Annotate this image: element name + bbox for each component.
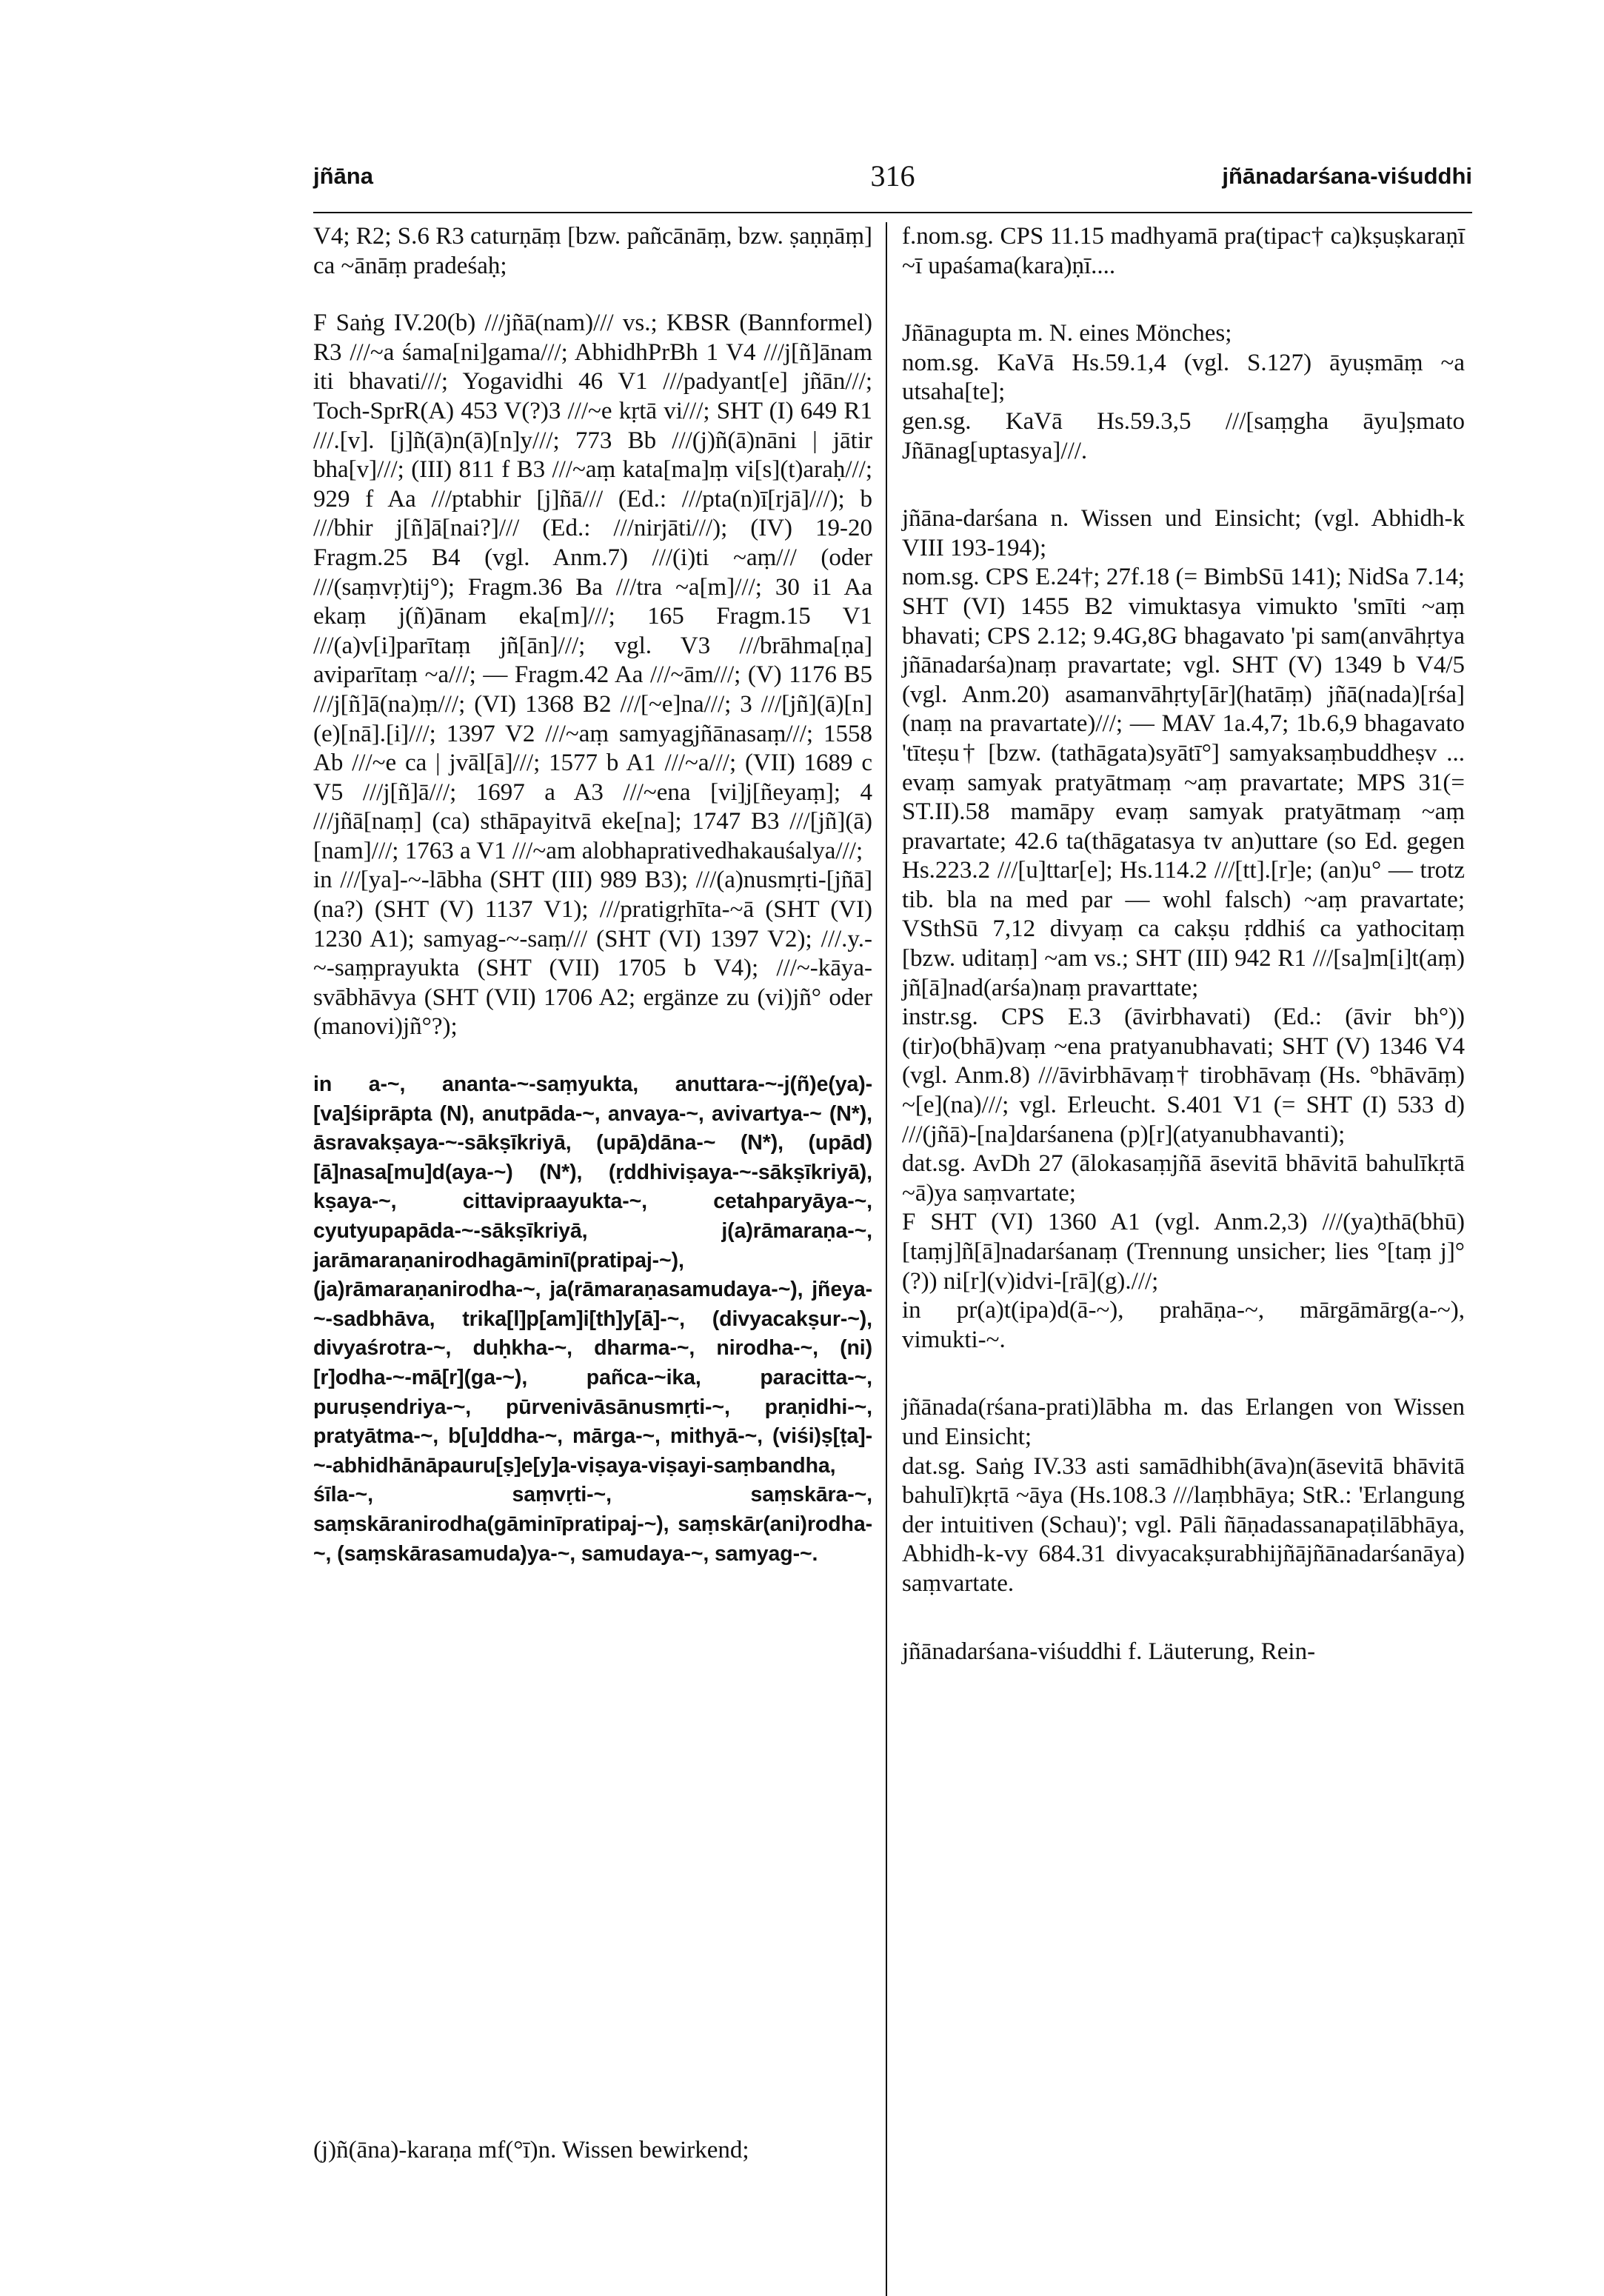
entry-instr-sg: instr.sg. CPS E.3 (āvirbhavati) (Ed.: (āvir bh°)) (tir)o(bhā)vaṃ ~ena pratyanubhavati; SHT (V) 1346 V4 (vgl. Anm.8) ///āvirbhāvaṃ† tirobhāvaṃ (Hs. °bhāvāṃ) ~[e](na)///; vgl. Erleucht. S.401 V1 (= SHT (I) 533 d) ///(jñā)-[na]darśanena (p)[r](atyanubhavanti); — [902, 1004, 1465, 1148]
compound-list: in a-~, ananta-~-saṃyukta, anuttara-~-j(ñ)e(ya)-[va]śiprāpta (N), anutpāda-~, anvaya-~, avivartya-~ (N*), āsravakṣaya-~-sākṣīkriyā, (upā)dāna-~ (N*), (upād)[ā]nasa[mu]d(aya-~) (N*), (ṛddhiviṣaya-~-sākṣīkriyā), kṣaya-~, cittavipraayukta-~, cetahparyāya-~, cyutyupapāda-~-sākṣīkriyā, j(a)rāmaraṇa-~, jarāmaraṇanirodhagāminī(pratipaj-~), (ja)rāmaraṇanirodha-~, ja(rāmaraṇasamudaya-~), jñeya-~-sadbhāva, trika[l]p[am]i[th]y[ā]-~, (divyacakṣur-~), divyaśrotra-~, duḥkha-~, dharma-~, nirodha-~, (ni)[r]odha-~-mā[r](ga-~), pañca-~ika, paracitta-~, puruṣendriya-~, pūrvenivāsānusmṛti-~, praṇidhi-~, pratyātma-~, b[u]ddha-~, mārga-~, mithyā-~, (viśi)ṣ[ṭa]-~-abhidhānāpauru[ṣ]e[y]a-viṣaya-viṣayi-saṃbandha, śīla-~, saṃvṛti-~, saṃskāra-~, saṃskāranirodha(gāminīpratipaj-~), saṃskār(ani)rodha-~, (saṃskārasamuda)ya-~, samudaya-~, samyag-~. — [313, 1072, 872, 1566]
page-header — [313, 159, 1472, 207]
headword-jnanagupta: Jñānagupta m. N. eines Mönches; — [902, 320, 1232, 347]
headword-jnana-karana: (j)ñ(āna)-karaṇa mf(°ī)n. Wissen bewirkend; — [313, 2137, 749, 2163]
entry-nom-sg: f.nom.sg. CPS 11.15 madhyamā pra(tipac† ca)kṣuṣkaraṇī ~ī upaśama(kara)ṇī.... — [902, 223, 1465, 279]
right-column — [902, 222, 1465, 1666]
left-column — [313, 222, 872, 1569]
page-number: 316 — [870, 159, 915, 193]
entry-nom-sg: nom.sg. CPS E.24†; 27f.18 (= BimbSū 141); NidSa 7.14; SHT (VI) 1455 B2 vimuktasya vimukto 'smīti ~aṃ bhavati; CPS 2.12; 9.4G,8G bhagavato 'pi sam(anvāhṛtya jñānadarśa)naṃ pravartate; vgl. SHT (V) 1349 b V4/5 (vgl. Anm.20) asamanvāhṛty[ār](hatāṃ) jñā(nada)[rśa](naṃ na pravartate)///; — MAV 1a.4,7; 1b.6,9 bhagavato 'tīteṣu† [bzw. (tathāgata)syātī°] samyaksaṃbuddheṣv ... evaṃ samyak pratyātmaṃ ~aṃ pravartate; MPS 31(= ST.II).58 mamāpy evaṃ samyak pratyātmaṃ ~aṃ pravartate; 42.6 ta(thāgatasya tv an)uttare (so Ed. gegen Hs.223.2 ///[u]ttar[e]; Hs.114.2 ///[tt].[r]e; (an)u° — trotz tib. bla na med par — wohl falsch) ~aṃ pravartate; VSthSū 7,12 divyaṃ ca cakṣu ṛddhiś ca yathocitaṃ [bzw. uditaṃ] ~am vs.; SHT (III) 942 R1 ///[sa]m[i]t(aṃ) jñ[ā]nad(arśa)naṃ pravarttate; — [902, 564, 1465, 1001]
compound-references: in ///[ya]-~-lābha (SHT (III) 989 B3); ///(a)nusmṛti-[jñā](na?) (SHT (V) 1137 V1); ///pratigṛhīta-~ā (SHT (VI) 1230 A1); samyag-~-saṃ/// (SHT (VI) 1397 V2); ///.y.-~-saṃprayukta (SHT (VII) 1705 b V4); ///~-kāya-svābhāvya (SHT (VII) 1706 A2; ergänze zu (vi)jñ° oder (manovi)jñ°?); — [313, 867, 872, 1041]
column-divider — [886, 222, 887, 2296]
entry-gen-sg: gen.sg. KaVā Hs.59.3,5 ///[saṃgha āyu]ṣmato Jñānag[uptasya]///. — [902, 407, 1465, 464]
header-rule — [313, 212, 1472, 213]
entry-fragment: F SHT (VI) 1360 A1 (vgl. Anm.2,3) ///(ya)thā(bhū)[taṃj]ñ[ā]nadarśanaṃ (Trennung unsicher; lies °[taṃ j]°(?)) ni[r](v)idvi-[rā](g).///; — [902, 1209, 1465, 1295]
headword-jnana-darsana: jñāna-darśana n. Wissen und Einsicht; (vgl. Abhidh-k VIII 193-194); — [902, 505, 1465, 561]
compound-list: in pr(a)t(ipa)d(ā-~), prahāṇa-~, mārgāmārg(a-~), vimukti-~. — [902, 1297, 1465, 1353]
headword-jnanadarsana-pratilabha: jñānada(rśana-prati)lābha m. das Erlangen von Wissen und Einsicht; — [902, 1394, 1465, 1450]
fragment-references: F Saṅg IV.20(b) ///jñā(nam)/// vs.; KBSR (Bannformel) R3 ///~a śama[ni]gama///; AbhidhPrBh 1 V4 ///j[ñ]ānam iti bhavati///; Yogavidhi 46 V1 ///padyant[e] jñān///; Toch-SprR(A) 453 V(?)3 ///~e kṛtā vi///; SHT (I) 649 R1 ///.[v]. [j]ñ(ā)n(ā)[n]y///; 773 Bb ///(j)ñ(ā)nāni | jātir bha[v]///; (III) 811 f B3 ///~aṃ kata[ma]ṃ vi[s](t)araḥ///; 929 f Aa ///ptabhir [j]ñā/// (Ed.: ///pta(n)ī[rjā]///); b ///bhir j[ñ]ā[nai?]/// (Ed.: ///nirjāti///); (IV) 19-20 Fragm.25 B4 (vgl. Anm.7) ///(i)ti ~aṃ/// (oder ///(saṃvṛ)tij°); Fragm.36 Ba ///tra ~a[m]///; 30 i1 Aa ekaṃ j(ñ)ānam eka[m]///; 165 Fragm.15 V1 ///(a)v[i]parītaṃ jñ[ān]///; vgl. V3 ///brāhma[ṇa] aviparītaṃ ~a///; — Fragm.42 Aa ///~ām///; (V) 1176 B5 ///j[ñ]ā(na)ṃ///; (VI) 1368 B2 ///[~e]na///; 3 ///[jñ](ā)[n](e)[nā].[i]///; 1397 V2 ///~aṃ samyagjñānasaṃ///; 1558 Ab ///~e ca | jvāl[ā]///; 1577 b A1 ///~a///; (VII) 1689 c V5 ///j[ñ]ā///; 1697 a A3 ///~ena [vi]j[ñeyaṃ]; 4 ///jñā[naṃ] (ca) sthāpayitvā eke[na]; 1747 B3 ///[jñ](ā)[nam]///; 1763 a V1 ///~am alobhaprativedhakauśalya///; — [313, 310, 872, 864]
entry-continuation: V4; R2; S.6 R3 caturṇāṃ [bzw. pañcānāṃ, bzw. ṣaṇṇāṃ] ca ~ānāṃ pradeśaḥ; — [313, 223, 872, 279]
entry-dat-sg: dat.sg. Saṅg IV.33 asti samādhibh(āva)n(āsevitā bhāvitā bahulī)kṛtā ~āya (Hs.108.3 ///laṃbhāya; StR.: 'Erlangung der intuitiven (Schau)'; vgl. Pāli ñāṇadassanapaṭilābhāya, Abhidh-k-vy 684.31 divyacakṣurabhijñājñānadarśanāya) saṃvartate. — [902, 1452, 1465, 1597]
headword-jnanadarsana-visuddhi: jñānadarśana-viśuddhi f. Läuterung, Rein- — [902, 1638, 1316, 1665]
entry-nom-sg: nom.sg. KaVā Hs.59.1,4 (vgl. S.127) āyuṣmāṃ ~a utsaha[te]; — [902, 349, 1465, 406]
running-head-left: jñāna — [313, 163, 373, 189]
entry-dat-sg: dat.sg. AvDh 27 (ālokasaṃjñā āsevitā bhāvitā bahulīkṛtā ~ā)ya saṃvartate; — [902, 1150, 1465, 1207]
running-head-right: jñānadarśana-viśuddhi — [1222, 163, 1472, 189]
